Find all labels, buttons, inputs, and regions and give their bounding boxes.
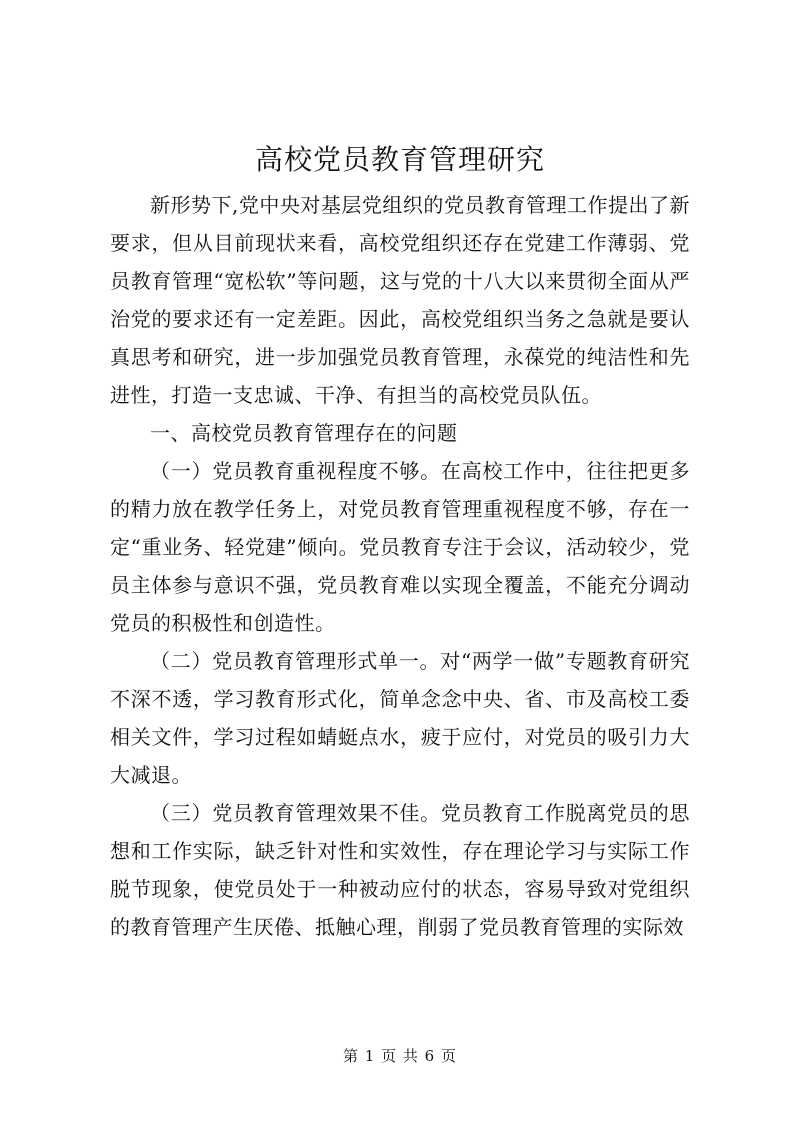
issue-paragraph-2: （二）党员教育管理形式单一。对“两学一做”专题教育研究不深不透，学习教育形式化，简单念念中央、省、市及高校工委相关文件，学习过程如蜻蜓点水，疲于应付，对党员的吸引力大大减退。	[110, 649, 690, 787]
issue-paragraph-1: （一）党员教育重视程度不够。在高校工作中，往往把更多的精力放在教学任务上，对党员教育管理重视程度不够，存在一定“重业务、轻党建”倾向。党员教育专注于会议，活动较少，党员主体参与意识不强，党员教育难以实现全覆盖，不能充分调动党员的积极性和创造性。	[110, 459, 690, 635]
document-title: 高校党员教育管理研究	[254, 143, 545, 176]
issue-paragraph-3: （三）党员教育管理效果不佳。党员教育工作脱离党员的思想和工作实际，缺乏针对性和实效性，存在理论学习与实际工作脱节现象，使党员处于一种被动应付的状态，容易导致对党组织的教育管理产生厌倦、抵触心理，削弱了党员教育管理的实际效	[110, 801, 690, 939]
intro-paragraph: 新形势下,党中央对基层党组织的党员教育管理工作提出了新要求，但从目前现状来看，高校党组织还存在党建工作薄弱、党员教育管理“宽松软”等问题，这与党的十八大以来贯彻全面从严治党的要求还有一定差距。因此，高校党组织当务之急就是要认真思考和研究，进一步加强党员教育管理，永葆党的纯洁性和先进性，打造一支忠诚、干净、有担当的高校党员队伍。	[110, 193, 690, 407]
section-heading: 一、高校党员教育管理存在的问题	[150, 421, 458, 445]
page-number-footer: 第 1 页 共 6 页	[343, 1047, 457, 1065]
document-body	[110, 186, 690, 946]
